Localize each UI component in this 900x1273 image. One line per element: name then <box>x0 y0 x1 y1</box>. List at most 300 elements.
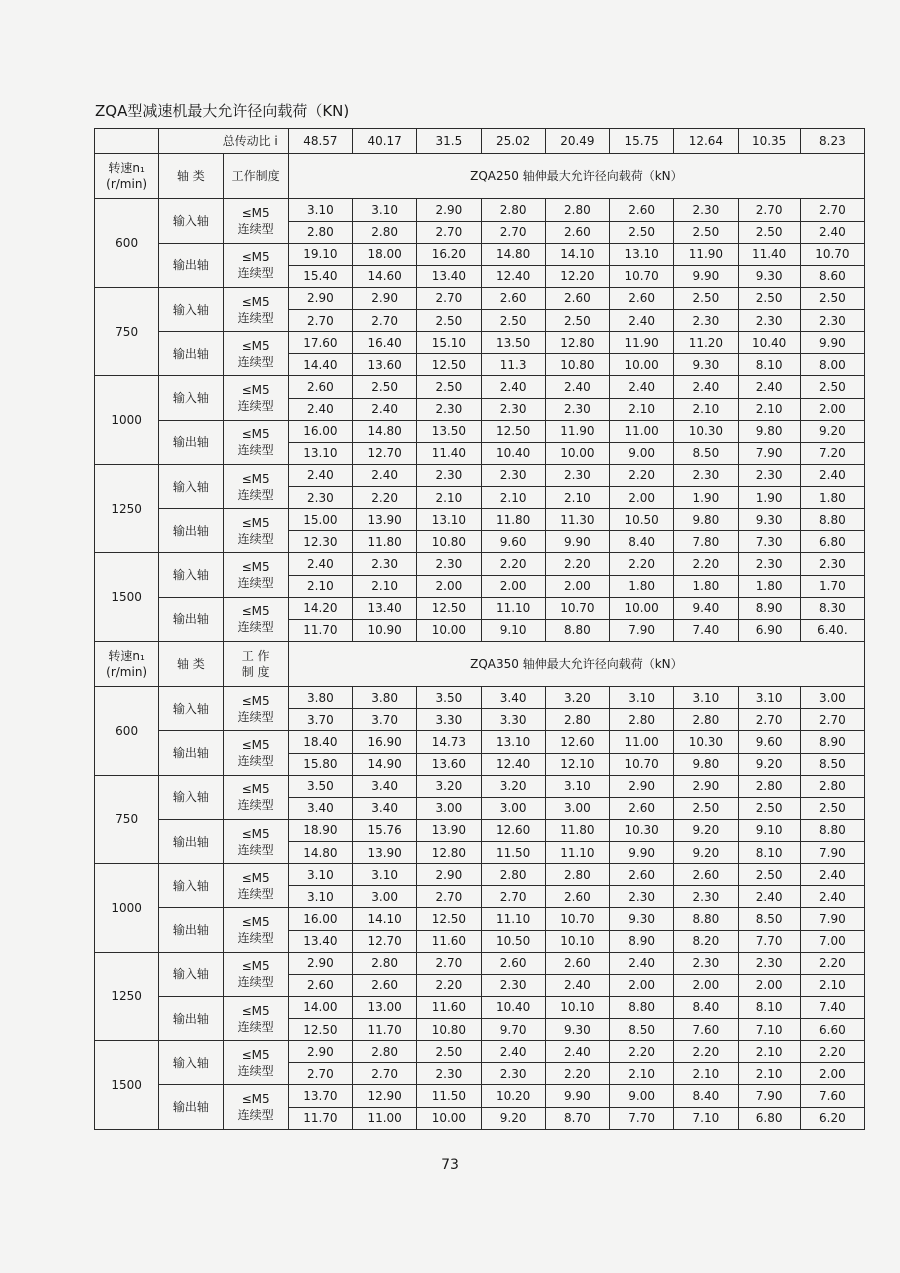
load-value-cell: 9.20 <box>674 842 738 864</box>
load-value-cell: 7.40 <box>674 619 738 641</box>
load-value-cell: 2.50 <box>738 797 800 819</box>
load-value-cell: 8.90 <box>800 731 864 753</box>
load-value-cell: 9.10 <box>481 619 545 641</box>
load-value-cell: 2.60 <box>288 974 352 996</box>
table-row <box>95 1085 865 1107</box>
load-value-cell: 11.3 <box>481 354 545 376</box>
load-value-cell: 2.80 <box>738 775 800 797</box>
load-value-cell: 11.90 <box>545 420 609 442</box>
load-value-cell: 18.00 <box>353 243 417 265</box>
load-value-cell: 2.30 <box>481 464 545 486</box>
load-value-cell: 13.90 <box>353 509 417 531</box>
cell-line: ≤M5 <box>241 427 270 442</box>
load-value-cell: 2.10 <box>738 398 800 420</box>
load-value-cell: 2.70 <box>288 310 352 332</box>
load-value-cell: 7.90 <box>738 442 800 464</box>
speed-column-header <box>95 641 159 686</box>
section-header-row <box>95 641 865 686</box>
load-value-cell: 7.60 <box>674 1019 738 1041</box>
load-value-cell: 2.50 <box>417 376 481 398</box>
speed-cell: 1000 <box>95 864 159 953</box>
load-value-cell: 13.10 <box>481 731 545 753</box>
duty-cell <box>223 332 288 376</box>
load-value-cell: 11.90 <box>674 243 738 265</box>
cell-line: ≤M5 <box>241 826 270 841</box>
load-value-cell: 2.50 <box>674 221 738 243</box>
load-value-cell: 3.10 <box>353 199 417 221</box>
load-value-cell: 9.00 <box>610 442 674 464</box>
cell-line: 连续型 <box>237 975 274 990</box>
load-value-cell: 8.40 <box>674 996 738 1018</box>
load-value-cell: 10.40 <box>481 996 545 1018</box>
load-value-cell: 10.30 <box>674 420 738 442</box>
load-value-cell: 7.20 <box>800 442 864 464</box>
load-value-cell: 2.60 <box>481 287 545 309</box>
cell-line: ≤M5 <box>241 738 270 753</box>
load-value-cell: 10.00 <box>417 1107 481 1129</box>
load-value-cell: 13.40 <box>288 930 352 952</box>
load-value-cell: 2.10 <box>545 487 609 509</box>
cell-line: ≤M5 <box>241 338 270 353</box>
load-value-cell: 2.50 <box>674 797 738 819</box>
load-value-cell: 14.80 <box>288 842 352 864</box>
table-row <box>95 597 865 619</box>
load-value-cell: 11.90 <box>610 332 674 354</box>
duty-cell <box>223 687 288 731</box>
load-value-cell: 11.70 <box>288 619 352 641</box>
table-row <box>95 1041 865 1063</box>
load-value-cell: 3.10 <box>288 199 352 221</box>
load-value-cell: 2.40 <box>610 310 674 332</box>
load-value-cell: 14.90 <box>353 753 417 775</box>
load-value-cell: 2.10 <box>738 1063 800 1085</box>
load-value-cell: 10.70 <box>545 908 609 930</box>
load-value-cell: 3.00 <box>545 797 609 819</box>
load-value-cell: 2.10 <box>288 575 352 597</box>
cell-line: ≤M5 <box>241 1003 270 1018</box>
ratio-cell: 10.35 <box>738 129 800 154</box>
load-value-cell: 11.20 <box>674 332 738 354</box>
load-value-cell: 2.00 <box>674 974 738 996</box>
load-value-cell: 2.60 <box>353 974 417 996</box>
load-value-cell: 2.40 <box>800 464 864 486</box>
load-value-cell: 13.40 <box>353 597 417 619</box>
load-value-cell: 2.30 <box>417 553 481 575</box>
shaft-type-cell: 输入轴 <box>159 1041 223 1085</box>
load-value-cell: 3.20 <box>417 775 481 797</box>
load-value-cell: 2.40 <box>545 1041 609 1063</box>
load-value-cell: 8.10 <box>738 842 800 864</box>
load-value-cell: 2.60 <box>674 864 738 886</box>
load-value-cell: 3.10 <box>288 864 352 886</box>
load-value-cell: 9.60 <box>481 531 545 553</box>
load-value-cell: 2.10 <box>481 487 545 509</box>
duty-column-header <box>223 641 288 686</box>
load-value-cell: 2.30 <box>738 464 800 486</box>
table-row <box>95 199 865 221</box>
load-value-cell: 3.00 <box>800 687 864 709</box>
speed-cell: 1000 <box>95 376 159 465</box>
speed-column-header <box>95 154 159 199</box>
load-value-cell: 2.30 <box>417 464 481 486</box>
ratio-header-row <box>95 129 865 154</box>
load-value-cell: 12.50 <box>481 420 545 442</box>
load-value-cell: 3.00 <box>417 797 481 819</box>
load-value-cell: 11.50 <box>417 1085 481 1107</box>
table-row <box>95 464 865 486</box>
load-value-cell: 2.30 <box>674 464 738 486</box>
load-value-cell: 11.40 <box>417 442 481 464</box>
cell-line: ≤M5 <box>241 560 270 575</box>
load-value-cell: 10.90 <box>353 619 417 641</box>
load-value-cell: 2.20 <box>545 1063 609 1085</box>
load-value-cell: 8.20 <box>674 930 738 952</box>
ratio-label-cell: 总传动比 i <box>159 129 289 154</box>
load-value-cell: 10.10 <box>545 996 609 1018</box>
load-value-cell: 10.70 <box>610 753 674 775</box>
shaft-type-cell: 输出轴 <box>159 819 223 863</box>
load-value-cell: 2.30 <box>481 974 545 996</box>
load-value-cell: 12.40 <box>481 265 545 287</box>
load-value-cell: 2.20 <box>481 553 545 575</box>
shaft-type-column-header: 轴 类 <box>159 154 223 199</box>
load-value-cell: 10.10 <box>545 930 609 952</box>
load-value-cell: 2.30 <box>288 487 352 509</box>
load-value-cell: 2.50 <box>417 1041 481 1063</box>
load-value-cell: 9.70 <box>481 1019 545 1041</box>
load-value-cell: 8.40 <box>610 531 674 553</box>
load-value-cell: 11.70 <box>288 1107 352 1129</box>
load-value-cell: 11.00 <box>353 1107 417 1129</box>
cell-line: 连续型 <box>237 842 274 857</box>
load-value-cell: 3.80 <box>288 687 352 709</box>
cell-line: 连续型 <box>237 709 274 724</box>
load-value-cell: 12.20 <box>545 265 609 287</box>
load-value-cell: 2.10 <box>800 974 864 996</box>
load-value-cell: 2.30 <box>738 553 800 575</box>
load-value-cell: 11.40 <box>738 243 800 265</box>
table-row <box>95 908 865 930</box>
load-value-cell: 2.30 <box>674 952 738 974</box>
load-value-cell: 10.30 <box>610 819 674 841</box>
load-value-cell: 1.80 <box>738 575 800 597</box>
load-value-cell: 11.70 <box>353 1019 417 1041</box>
load-value-cell: 7.70 <box>610 1107 674 1129</box>
page-title: ZQA型减速机最大允许径向载荷（KN) <box>95 102 350 120</box>
cell-line: 工 作 <box>241 649 270 664</box>
load-value-cell: 2.10 <box>353 575 417 597</box>
load-value-cell: 2.40 <box>481 1041 545 1063</box>
load-value-cell: 8.10 <box>738 354 800 376</box>
load-value-cell: 14.20 <box>288 597 352 619</box>
load-value-cell: 12.70 <box>353 442 417 464</box>
shaft-type-cell: 输出轴 <box>159 996 223 1040</box>
load-value-cell: 2.10 <box>610 1063 674 1085</box>
load-value-cell: 2.50 <box>353 376 417 398</box>
load-value-cell: 2.90 <box>288 952 352 974</box>
load-value-cell: 2.40 <box>738 886 800 908</box>
load-value-cell: 12.60 <box>481 819 545 841</box>
load-value-cell: 6.80 <box>800 531 864 553</box>
load-value-cell: 14.80 <box>353 420 417 442</box>
load-value-cell: 9.90 <box>545 1085 609 1107</box>
load-value-cell: 2.60 <box>610 864 674 886</box>
load-value-cell: 13.70 <box>288 1085 352 1107</box>
load-value-cell: 8.80 <box>800 509 864 531</box>
load-value-cell: 10.30 <box>674 731 738 753</box>
load-value-cell: 10.70 <box>610 265 674 287</box>
load-value-cell: 2.20 <box>800 952 864 974</box>
cell-line: 连续型 <box>237 310 274 325</box>
load-value-cell: 11.80 <box>353 531 417 553</box>
cell-line: 制 度 <box>241 665 270 680</box>
load-value-cell: 16.00 <box>288 908 352 930</box>
load-value-cell: 2.00 <box>545 575 609 597</box>
cell-line: (r/min) <box>106 665 148 680</box>
load-value-cell: 16.00 <box>288 420 352 442</box>
load-value-cell: 2.60 <box>610 199 674 221</box>
load-value-cell: 2.60 <box>545 287 609 309</box>
cell-line: 连续型 <box>237 222 274 237</box>
cell-line: 连续型 <box>237 1063 274 1078</box>
load-value-cell: 2.50 <box>800 287 864 309</box>
ratio-cell: 20.49 <box>545 129 609 154</box>
duty-cell <box>223 464 288 508</box>
load-value-cell: 8.90 <box>610 930 674 952</box>
load-value-cell: 7.40 <box>800 996 864 1018</box>
cell-line: ≤M5 <box>241 294 270 309</box>
table-row <box>95 687 865 709</box>
load-value-cell: 2.60 <box>545 886 609 908</box>
speed-cell: 1500 <box>95 1041 159 1130</box>
load-value-cell: 12.50 <box>417 597 481 619</box>
shaft-type-cell: 输出轴 <box>159 243 223 287</box>
load-value-cell: 2.30 <box>481 398 545 420</box>
cell-line: 连续型 <box>237 354 274 369</box>
shaft-type-cell: 输入轴 <box>159 687 223 731</box>
load-value-cell: 2.40 <box>800 221 864 243</box>
ratio-cell: 31.5 <box>417 129 481 154</box>
speed-cell: 1250 <box>95 952 159 1041</box>
load-value-cell: 7.10 <box>738 1019 800 1041</box>
load-value-cell: 14.73 <box>417 731 481 753</box>
load-value-cell: 16.20 <box>417 243 481 265</box>
cell-line: ≤M5 <box>241 471 270 486</box>
table-row <box>95 952 865 974</box>
load-value-cell: 10.00 <box>610 354 674 376</box>
load-value-cell: 11.50 <box>481 842 545 864</box>
load-value-cell: 11.10 <box>481 908 545 930</box>
load-value-cell: 9.80 <box>674 509 738 531</box>
load-value-cell: 3.40 <box>288 797 352 819</box>
load-value-cell: 2.20 <box>610 1041 674 1063</box>
load-value-cell: 2.80 <box>353 952 417 974</box>
load-value-cell: 14.60 <box>353 265 417 287</box>
load-value-cell: 7.80 <box>674 531 738 553</box>
load-value-cell: 2.20 <box>674 553 738 575</box>
duty-cell <box>223 420 288 464</box>
load-value-cell: 8.50 <box>674 442 738 464</box>
load-value-cell: 3.50 <box>417 687 481 709</box>
cell-line: 连续型 <box>237 443 274 458</box>
load-value-cell: 2.80 <box>288 221 352 243</box>
shaft-type-cell: 输入轴 <box>159 775 223 819</box>
section-header-row <box>95 154 865 199</box>
load-value-cell: 2.80 <box>481 199 545 221</box>
load-value-cell: 8.10 <box>738 996 800 1018</box>
load-value-cell: 12.50 <box>417 908 481 930</box>
load-value-cell: 2.50 <box>800 376 864 398</box>
load-value-cell: 2.70 <box>417 221 481 243</box>
load-value-cell: 10.40 <box>738 332 800 354</box>
load-value-cell: 2.30 <box>800 553 864 575</box>
cell-line: ≤M5 <box>241 782 270 797</box>
load-value-cell: 15.00 <box>288 509 352 531</box>
load-value-cell: 2.70 <box>800 199 864 221</box>
section-title: ZQA250 轴伸最大允许径向载荷（kN） <box>288 154 864 199</box>
cell-line: ≤M5 <box>241 515 270 530</box>
load-value-cell: 8.80 <box>800 819 864 841</box>
table-row <box>95 775 865 797</box>
load-value-cell: 2.60 <box>610 287 674 309</box>
cell-line: ≤M5 <box>241 250 270 265</box>
load-value-cell: 2.40 <box>800 864 864 886</box>
load-value-cell: 2.20 <box>610 464 674 486</box>
load-value-cell: 8.70 <box>545 1107 609 1129</box>
duty-column-header <box>223 154 288 199</box>
load-value-cell: 3.10 <box>610 687 674 709</box>
table-row <box>95 243 865 265</box>
ratio-cell: 48.57 <box>288 129 352 154</box>
load-value-cell: 2.40 <box>610 376 674 398</box>
load-value-cell: 2.40 <box>288 553 352 575</box>
load-value-cell: 2.90 <box>610 775 674 797</box>
load-value-cell: 2.00 <box>610 487 674 509</box>
load-value-cell: 2.50 <box>738 221 800 243</box>
ratio-cell: 15.75 <box>610 129 674 154</box>
load-value-cell: 2.40 <box>738 376 800 398</box>
load-value-cell: 18.90 <box>288 819 352 841</box>
load-value-cell: 3.10 <box>545 775 609 797</box>
load-value-cell: 3.40 <box>353 775 417 797</box>
load-value-cell: 2.00 <box>481 575 545 597</box>
table-row <box>95 287 865 309</box>
load-value-cell: 10.80 <box>545 354 609 376</box>
load-value-cell: 6.20 <box>800 1107 864 1129</box>
cell-line: ≤M5 <box>241 915 270 930</box>
load-value-cell: 2.30 <box>610 886 674 908</box>
shaft-type-cell: 输入轴 <box>159 553 223 597</box>
load-value-cell: 12.40 <box>481 753 545 775</box>
duty-cell <box>223 1085 288 1130</box>
load-value-cell: 8.50 <box>610 1019 674 1041</box>
load-value-cell: 2.50 <box>738 287 800 309</box>
load-value-cell: 8.30 <box>800 597 864 619</box>
table-row <box>95 553 865 575</box>
load-value-cell: 2.30 <box>738 952 800 974</box>
load-value-cell: 11.80 <box>545 819 609 841</box>
load-value-cell: 2.70 <box>800 709 864 731</box>
load-value-cell: 13.50 <box>481 332 545 354</box>
shaft-type-cell: 输入轴 <box>159 464 223 508</box>
load-value-cell: 2.60 <box>481 952 545 974</box>
duty-cell <box>223 1041 288 1085</box>
load-value-cell: 2.80 <box>674 709 738 731</box>
load-value-cell: 9.60 <box>738 731 800 753</box>
table-row <box>95 731 865 753</box>
load-value-cell: 18.40 <box>288 731 352 753</box>
load-value-cell: 13.10 <box>288 442 352 464</box>
load-value-cell: 9.30 <box>610 908 674 930</box>
duty-cell <box>223 597 288 641</box>
duty-cell <box>223 287 288 331</box>
load-value-cell: 2.80 <box>481 864 545 886</box>
load-value-cell: 9.30 <box>545 1019 609 1041</box>
load-value-cell: 2.80 <box>545 199 609 221</box>
blank-corner-cell <box>95 129 159 154</box>
cell-line: 连续型 <box>237 399 274 414</box>
table-row <box>95 332 865 354</box>
load-value-cell: 1.80 <box>610 575 674 597</box>
load-value-cell: 2.30 <box>545 398 609 420</box>
cell-line: 连续型 <box>237 1108 274 1123</box>
cell-line: 转速n₁ <box>108 161 145 176</box>
load-value-cell: 2.80 <box>800 775 864 797</box>
load-value-cell: 2.40 <box>353 464 417 486</box>
load-value-cell: 10.20 <box>481 1085 545 1107</box>
load-value-cell: 9.00 <box>610 1085 674 1107</box>
load-value-cell: 2.90 <box>288 287 352 309</box>
load-value-cell: 6.40. <box>800 619 864 641</box>
load-value-cell: 14.00 <box>288 996 352 1018</box>
load-value-cell: 2.80 <box>610 709 674 731</box>
load-value-cell: 2.40 <box>800 886 864 908</box>
load-value-cell: 3.70 <box>288 709 352 731</box>
load-value-cell: 2.20 <box>674 1041 738 1063</box>
load-value-cell: 7.70 <box>738 930 800 952</box>
load-value-cell: 9.90 <box>610 842 674 864</box>
load-value-cell: 2.50 <box>481 310 545 332</box>
load-value-cell: 11.10 <box>481 597 545 619</box>
load-value-cell: 9.20 <box>800 420 864 442</box>
load-value-cell: 8.40 <box>674 1085 738 1107</box>
load-value-cell: 2.90 <box>288 1041 352 1063</box>
load-value-cell: 2.90 <box>674 775 738 797</box>
load-value-cell: 8.90 <box>738 597 800 619</box>
table-row <box>95 376 865 398</box>
shaft-type-column-header: 轴 类 <box>159 641 223 686</box>
load-value-cell: 7.00 <box>800 930 864 952</box>
shaft-type-cell: 输入轴 <box>159 864 223 908</box>
load-value-cell: 2.80 <box>545 864 609 886</box>
load-value-cell: 2.20 <box>610 553 674 575</box>
cell-line: ≤M5 <box>241 1047 270 1062</box>
load-value-cell: 2.40 <box>610 952 674 974</box>
load-value-cell: 3.80 <box>353 687 417 709</box>
duty-cell <box>223 952 288 996</box>
load-value-cell: 3.20 <box>545 687 609 709</box>
load-value-cell: 2.50 <box>674 287 738 309</box>
ratio-cell: 25.02 <box>481 129 545 154</box>
load-value-cell: 2.30 <box>738 310 800 332</box>
load-value-cell: 16.40 <box>353 332 417 354</box>
load-value-cell: 13.90 <box>353 842 417 864</box>
load-value-cell: 9.90 <box>800 332 864 354</box>
load-value-cell: 2.50 <box>545 310 609 332</box>
load-value-cell: 2.20 <box>800 1041 864 1063</box>
load-value-cell: 2.70 <box>353 1063 417 1085</box>
shaft-type-cell: 输出轴 <box>159 731 223 775</box>
